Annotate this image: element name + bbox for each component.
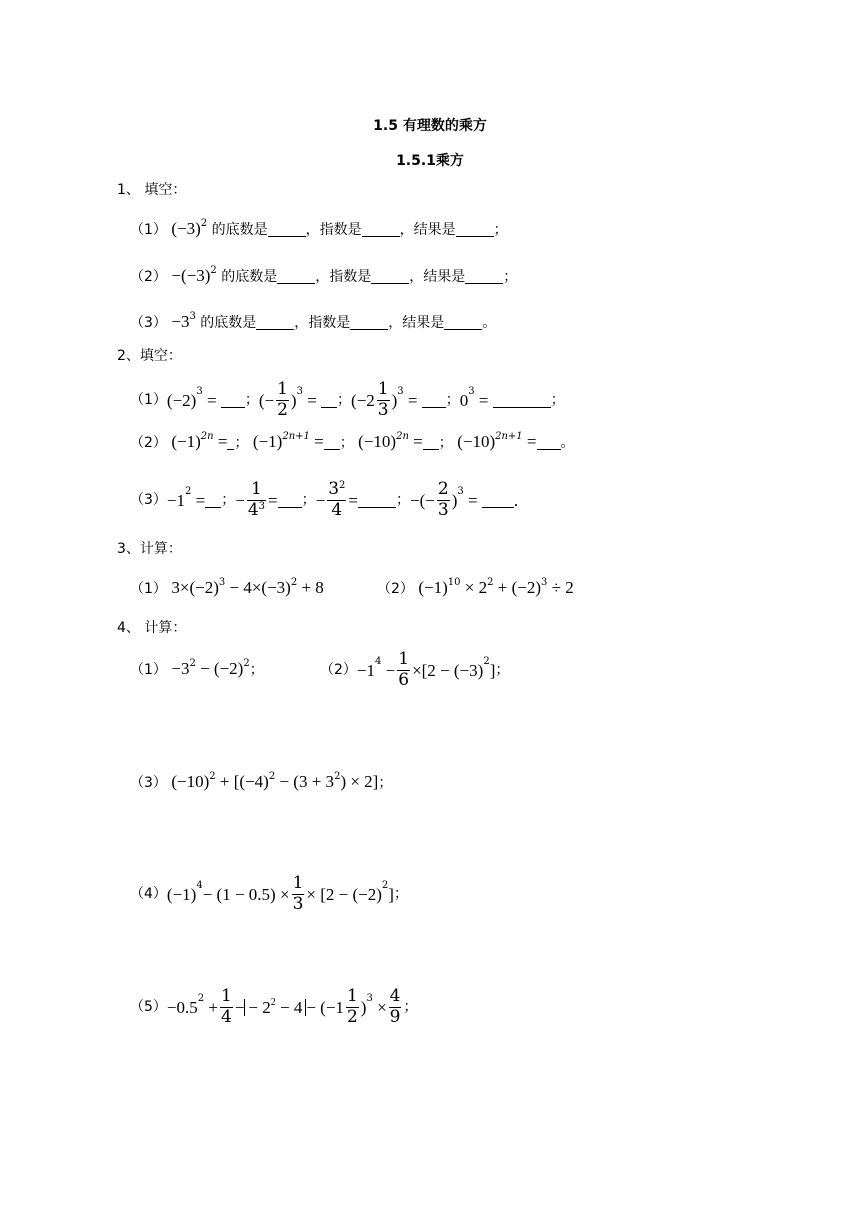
answer-blank[interactable] [482, 493, 514, 508]
math-expr: (−2) [166, 390, 197, 410]
fraction: $\frac{1}{4^3}$ [247, 478, 266, 520]
q1-item-1: （1） $(-3)^2$ 的底数是 ，指数是 ，结果是 ； [130, 218, 508, 238]
answer-blank[interactable] [321, 393, 337, 408]
q1-item-3: $(3) -3^3$ 的底数是 ，指数是 ，结果是 。 [130, 311, 497, 331]
answer-blank[interactable] [358, 493, 396, 508]
absolute-value: − $2^2 - 4$ [244, 999, 306, 1016]
answer-blank[interactable] [205, 493, 221, 508]
fraction: $\frac{1}{3}$ [377, 378, 389, 420]
answer-blank[interactable] [423, 435, 439, 450]
answer-blank[interactable] [268, 222, 306, 237]
answer-blank[interactable] [256, 315, 294, 330]
fraction: $\frac{1}{6}$ [398, 648, 410, 690]
fraction: $\frac{1}{4}$ [220, 985, 232, 1027]
fraction: $\frac{3^2}{4}$ [328, 478, 346, 520]
section-title: 1.5.1乘方 [396, 153, 464, 169]
q3-item-2: （2） $(-1)^{10} \times 2^2 + (-2)^3 \div 2$ [377, 577, 574, 597]
q1-2-expr: −(−3) [171, 266, 211, 285]
fraction: $\frac{1}{2}$ [277, 378, 288, 420]
fraction: $\frac{2}{3}$ [437, 478, 449, 520]
page-title: 1.5 有理数的乘方 [373, 118, 487, 134]
answer-blank[interactable] [350, 315, 388, 330]
q2-item-2: （2） $(-1)^{2n}$ = ； $(-1)^{2n+1}$ = ； $(-10)^{2n}$ = ； $(-10)^{2n+1}$ = 。 [130, 431, 575, 451]
q1-1-expr: (−3) [171, 219, 201, 238]
q2-label: 2、填空： [117, 348, 182, 364]
answer-blank[interactable] [465, 269, 503, 284]
fraction: $\frac{4}{9}$ [389, 985, 401, 1027]
q4-item-2: （2） −1 $^4$ − $\frac{1}{6}$ ×[2 − (−3) $^2$ ] ； [320, 648, 510, 690]
answer-blank[interactable] [456, 222, 494, 237]
answer-blank[interactable] [278, 493, 302, 508]
q1-item-2: $(2) -(-3)^2$ 的底数是 ，指数是 ，结果是 ； [130, 265, 518, 285]
q3-item-1: （1） $3\times(-2)^3 - 4\times(-3)^2 + 8$ [130, 577, 324, 597]
q2-item-1: （1） (−2) $^3$ = ； (− $\frac{1}{2}$ ) $^3$ = ； (−2 $\frac{1}{3}$ ) $^3$ = ； 0 $^3$ = ； [130, 378, 565, 420]
q4-item-3: （3） $(-10)^2 + [(-4)^2 - (3 + 3^2) \times 2]$； [130, 771, 393, 791]
answer-blank[interactable] [362, 222, 400, 237]
q4-item-4: （4） (−1) $^4$ − (1 − 0.5) × $\frac{1}{3}$ × [2 − (−2) $^2$ ] ； [130, 872, 408, 914]
answer-blank[interactable] [493, 393, 551, 408]
answer-blank[interactable] [537, 435, 561, 450]
answer-blank[interactable] [444, 315, 482, 330]
answer-blank[interactable] [371, 269, 409, 284]
q1-3-expr: −3 [171, 312, 190, 331]
fraction: $\frac{1}{2}$ [346, 985, 358, 1027]
q1-label: 1、 填空： [117, 182, 187, 198]
q2-item-3: （3） −1 $^2$ = ； − $\frac{1}{4^3}$ = ； − $\frac{3^2}{4}$ = ； −(− $\frac{2}{3}$ ) $^3$ = . [130, 478, 519, 520]
answer-blank[interactable] [221, 393, 245, 408]
answer-blank[interactable] [277, 269, 315, 284]
q4-label: 4、 计算： [117, 620, 187, 636]
q4-item-1: $(1) -3^2 - (-2)^2$； [130, 658, 264, 678]
q4-item-5: （5） −0.5 $^2$ + $\frac{1}{4}$ − − $2^2 - 4$ − (−1 $\frac{1}{2}$ ) $^3$ × $\frac{4}{9}$ ； [130, 985, 418, 1027]
answer-blank[interactable] [422, 393, 446, 408]
answer-blank[interactable] [324, 435, 340, 450]
fraction: $\frac{1}{3}$ [292, 872, 304, 914]
q3-label: 3、计算： [117, 541, 182, 557]
